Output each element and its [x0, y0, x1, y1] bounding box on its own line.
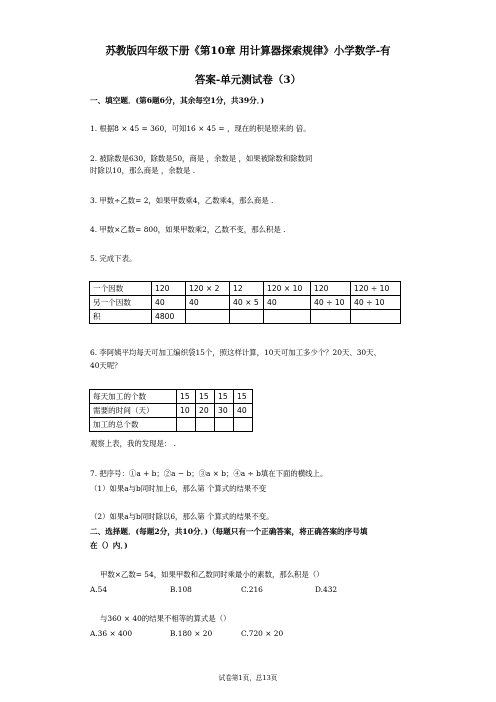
choice-2-option-b: B.180 × 20 — [170, 629, 213, 638]
table-cell: 12 — [230, 282, 264, 296]
table-row — [90, 310, 401, 324]
table-cell — [186, 310, 230, 324]
question-2-line-1: 2. 被除数是630，除数是50，商是 ，余数是 ，如果被除数和除数同 — [90, 154, 313, 163]
table-cell: 一个因数 — [90, 282, 152, 296]
table-cell — [196, 418, 215, 432]
choice-2-option-c: C.720 × 20 — [241, 629, 284, 638]
table-cell: 4800 — [152, 310, 186, 324]
table-cell — [351, 310, 401, 324]
table-cell: 15 — [177, 390, 196, 404]
title-line-2: 答案-单元测试卷（3） — [194, 74, 302, 86]
choice-question-2: 与360 × 40的结果不相等的算式是（） — [100, 614, 231, 623]
table-cell: 40 — [152, 296, 186, 310]
question-7: 7. 把序号：①a + b；②a − b；③a × b；④a ÷ b填在下面的横线上。 — [90, 469, 328, 478]
table-cell: 加工的总个数 — [90, 418, 177, 432]
table-row — [90, 282, 401, 296]
choice-1-option-d: D.432 — [315, 585, 338, 594]
table-cell: 15 — [234, 390, 253, 404]
choice-1-option-c: C.216 — [241, 585, 263, 594]
question-1: 1. 根据8 × 45 = 360，可知16 × 45 = ，现在的积是原来的 倍。 — [90, 124, 311, 133]
question-6-observation: 观察上表，我的发现是： . — [90, 439, 176, 448]
question-4: 4. 甲数×乙数= 800，如果甲数乘2，乙数不变，那么积是 . — [90, 225, 286, 234]
table-cell: 40 — [186, 296, 230, 310]
table-cell: 40 — [234, 404, 253, 418]
question-6-line-1: 6. 李阿姨平均每天可加工编织袋15个，照这样计算，10天可加工多少个？20天、30天、 — [90, 348, 381, 357]
title-line-1: 苏教版四年级下册《第10章 用计算器探索规律》小学数学-有 — [105, 45, 391, 57]
choice-1-option-a: A.54 — [90, 585, 108, 594]
weaving-table — [89, 389, 253, 432]
table-cell: 15 — [215, 390, 234, 404]
table-cell: 另一个因数 — [90, 296, 152, 310]
question-6-line-2: 40天呢？ — [90, 361, 122, 370]
table-cell — [177, 418, 196, 432]
table-cell: 30 — [215, 404, 234, 418]
section-choice-heading-line-1: 二、选择题．(每题2分，共10分．)（每题只有一个正确答案，将正确答案的序号填 — [90, 527, 368, 536]
question-7-part-2: （2）如果a与b同时除以6，那么第 个算式的结果不变。 — [90, 512, 274, 521]
table-row — [90, 404, 253, 418]
table-cell: 120 ÷ 10 — [351, 282, 401, 296]
table-cell: 40 — [264, 296, 311, 310]
table-row — [90, 390, 253, 404]
choice-question-1: 甲数×乙数= 54，如果甲数和乙数同时乘最小的素数，那么积是（） — [100, 570, 324, 579]
table-cell: 积 — [90, 310, 152, 324]
section-choice-heading-line-2: 在（）内．) — [90, 541, 128, 550]
question-3: 3. 甲数÷乙数= 2，如果甲数乘4，乙数乘4，那么商是 . — [90, 196, 274, 205]
table-cell: 40 ÷ 10 — [311, 296, 351, 310]
question-5: 5. 完成下表。 — [90, 254, 137, 263]
table-cell — [264, 310, 311, 324]
question-7-part-1: （1）如果a与b同时加上6，那么第 个算式的结果不变 — [90, 484, 267, 493]
table-cell: 120 — [311, 282, 351, 296]
question-2-line-2: 时除以10，那么商是 ，余数是 . — [90, 166, 196, 175]
choice-2-option-a: A.36 × 400 — [90, 629, 133, 638]
table-row — [90, 418, 253, 432]
table-cell — [311, 310, 351, 324]
table-cell: 20 — [196, 404, 215, 418]
table-cell: 120 × 10 — [264, 282, 311, 296]
table-cell: 40 ÷ 10 — [351, 296, 401, 310]
table-cell: 40 × 5 — [230, 296, 264, 310]
table-cell — [230, 310, 264, 324]
factor-product-table — [89, 281, 401, 324]
table-cell — [234, 418, 253, 432]
table-row — [90, 296, 401, 310]
table-cell: 每天加工的个数 — [90, 390, 177, 404]
table-cell: 需要的时间（天） — [90, 404, 177, 418]
page-footer: 试卷第1页，总13页 — [218, 674, 278, 682]
table-cell: 120 — [152, 282, 186, 296]
table-cell — [215, 418, 234, 432]
choice-1-option-b: B.108 — [170, 585, 192, 594]
table-cell: 10 — [177, 404, 196, 418]
table-cell: 120 × 2 — [186, 282, 230, 296]
table-cell: 15 — [196, 390, 215, 404]
section-fill-in-heading: 一、填空题．(第6题6分，其余每空1分，共39分．) — [90, 96, 265, 105]
